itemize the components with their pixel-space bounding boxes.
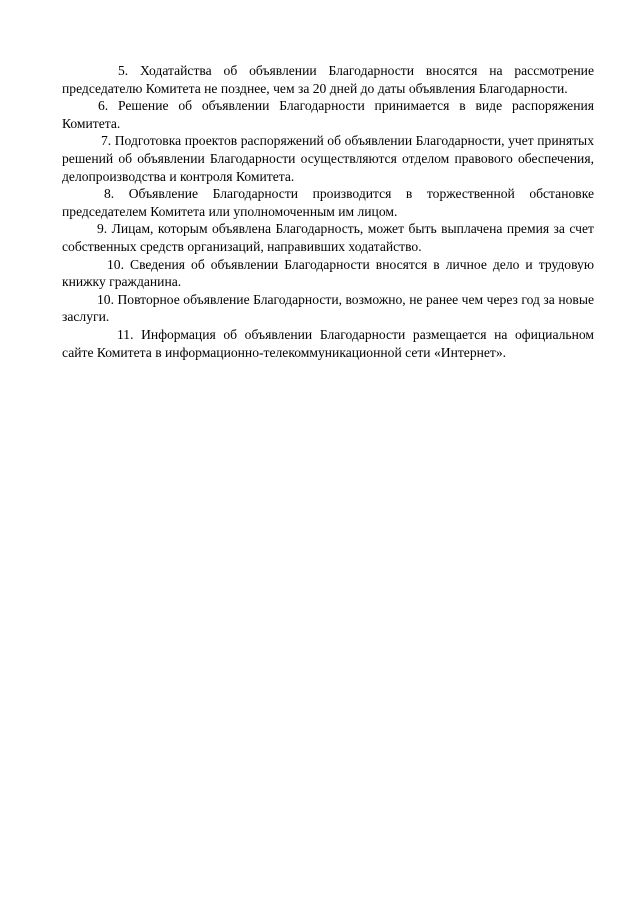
paragraph-8: 8. Объявление Благодарности производится в торжественной обстановке председателем Комитета или уполномоченным им лицом. <box>62 186 594 219</box>
document-body <box>62 62 594 361</box>
paragraph-9: 9. Лицам, которым объявлена Благодарность, может быть выплачена премия за счет собственных средств организаций, направивших ходатайство. <box>62 221 594 254</box>
paragraph-7: 7. Подготовка проектов распоряжений об объявлении Благодарности, учет принятых решений об объявлении Благодарности осуществляются отделом правового обеспечения, делопроизводства и контроля Комитета. <box>62 133 594 184</box>
paragraph-11: 11. Информация об объявлении Благодарности размещается на официальном сайте Комитета в информационно-телекоммуникационной сети «Интернет». <box>62 326 594 360</box>
paragraph-10-records: 10. Сведения об объявлении Благодарности вносятся в личное дело и трудовую книжку гражданина. <box>62 256 594 290</box>
paragraph-5: 5. Ходатайства об объявлении Благодарности вносятся на рассмотрение председателю Комитета не позднее, чем за 20 дней до даты объявления Благодарности. <box>62 63 594 96</box>
paragraph-10-repeat: 10. Повторное объявление Благодарности, возможно, не ранее чем через год за новые заслуги. <box>62 291 594 325</box>
paragraph-6: 6. Решение об объявлении Благодарности принимается в виде распоряжения Комитета. <box>62 98 594 131</box>
